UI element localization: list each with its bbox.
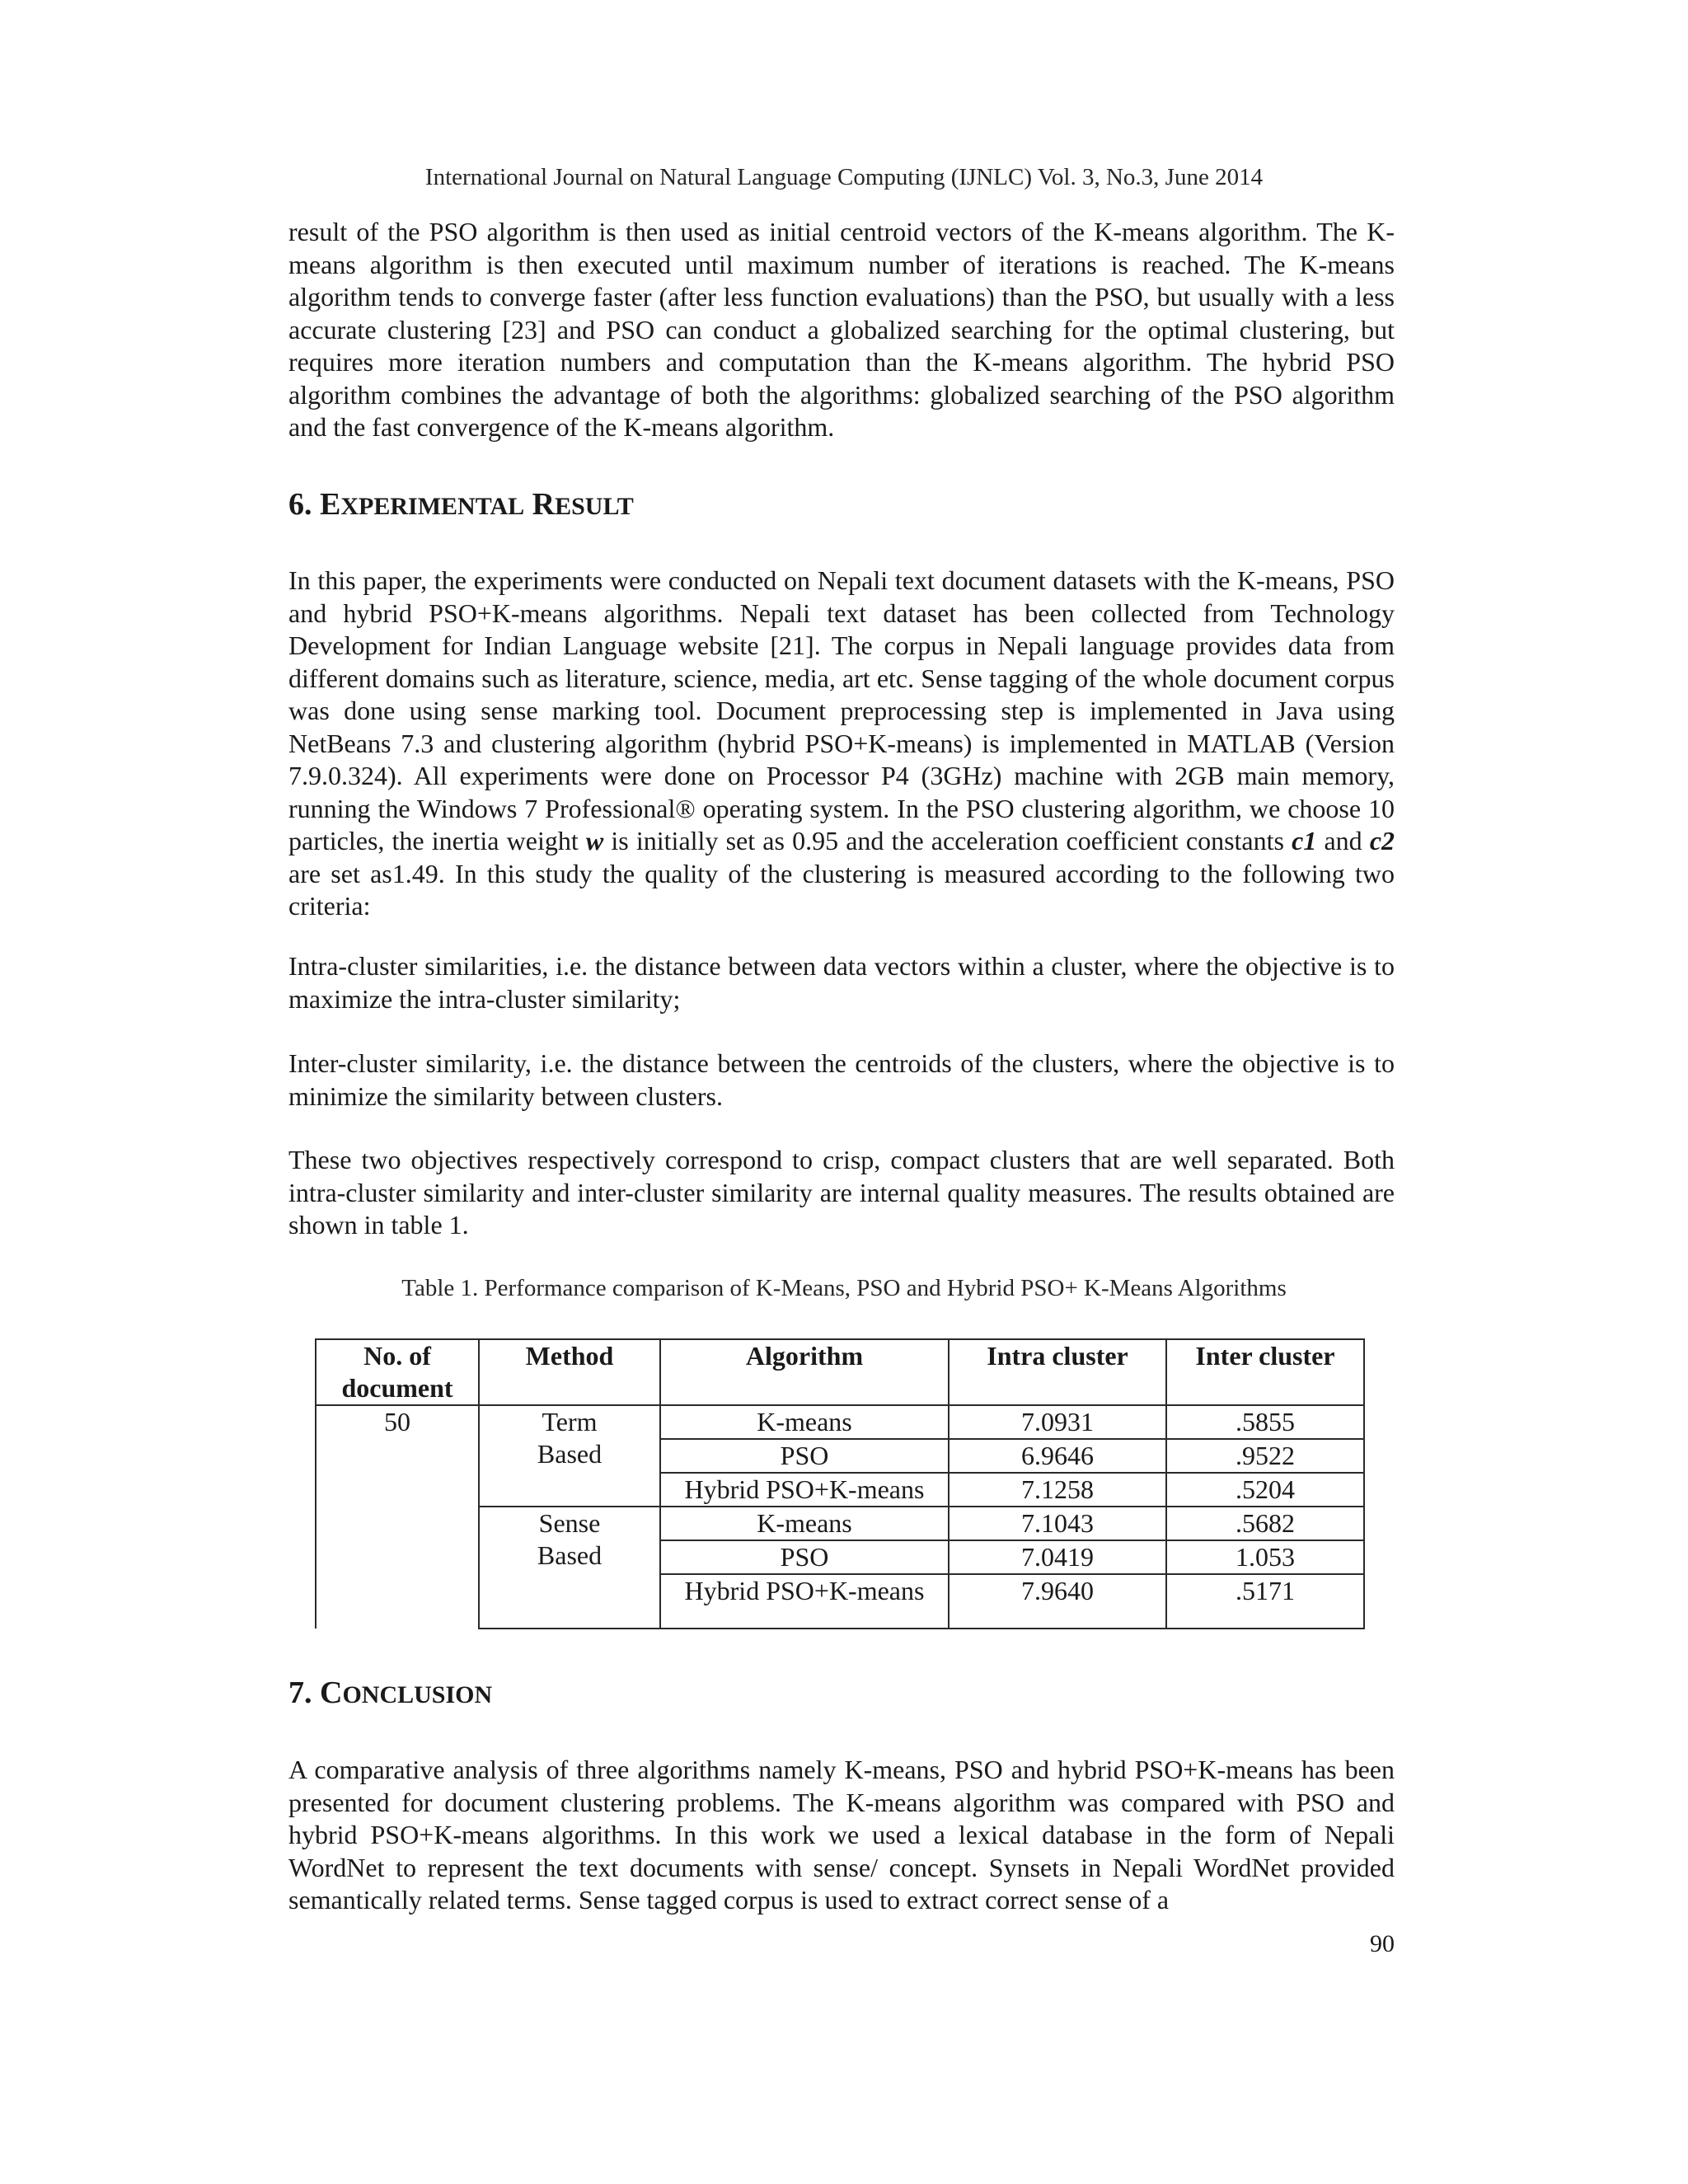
table-caption: Table 1. Performance comparison of K-Means, PSO and Hybrid PSO+ K-Means Algorithms (401, 1275, 1287, 1301)
intra-cell: 7.0931 (949, 1405, 1166, 1439)
header-inter-cluster: Inter cluster (1166, 1339, 1364, 1405)
method-term-line2: Based (537, 1439, 603, 1469)
intra-cell: 6.9646 (949, 1439, 1166, 1473)
header-intra-cluster: Intra cluster (949, 1339, 1166, 1405)
section-7-title: CONCLUSION (320, 1675, 493, 1710)
method-sense-line1: Sense (538, 1508, 601, 1538)
method-sense-line2: Based (537, 1540, 603, 1570)
inter-cell: .9522 (1166, 1439, 1364, 1473)
algorithm-cell: K-means (660, 1507, 949, 1540)
algorithm-cell: Hybrid PSO+K-means (660, 1574, 949, 1629)
header-method: Method (479, 1339, 660, 1405)
section-6-heading (288, 486, 634, 525)
section-6-number: 6. (288, 487, 312, 522)
section-7-heading (288, 1675, 492, 1713)
section-7-paragraph-1 (288, 1754, 1395, 1917)
section-6-title: EXPERIMENTAL RESULT (320, 487, 634, 522)
section-6-paragraph-1 (288, 565, 1395, 923)
method-term-based (479, 1405, 660, 1507)
inter-cell: 1.053 (1166, 1540, 1364, 1574)
section-6-p2: Intra-cluster similarities, i.e. the distance between data vectors within a cluster, where the objective is to maximize the intra-cluster similarity; (288, 951, 1395, 1014)
intra-cell: 7.0419 (949, 1540, 1166, 1574)
method-sense-based (479, 1507, 660, 1629)
results-table (315, 1338, 1365, 1629)
section-7-number: 7. (288, 1675, 312, 1710)
algorithm-cell: PSO (660, 1439, 949, 1473)
journal-header: International Journal on Natural Language Computing (IJNLC) Vol. 3, No.3, June 2014 (424, 164, 1264, 190)
section-6-p1: In this paper, the experiments were conducted on Nepali text document datasets with the K-means, PSO and hybrid PSO+K-means algorithms. Nepali text dataset has been collected from Technology Development for Indian Language website [21]. The corpus in Nepali language provides data from different domains such as literature, science, media, art etc. Sense tagging of the whole document corpus was done using sense marking tool. Document preprocessing step is implemented in Java using NetBeans 7.3 and clustering algorithm (hybrid PSO+K-means) is implemented in MATLAB (Version 7.9.0.324). All experiments were done on Processor P4 (3GHz) machine with 2GB main memory, running the Windows 7 Professional® operating system. In the PSO clustering algorithm, we choose 10 particles, the inertia weight w is initially set as 0.95 and the acceleration coefficient constants c1 and c2 are set as1.49. In this study the quality of the clustering is measured according to the following two criteria: (288, 565, 1395, 921)
section-6-p4: These two objectives respectively correspond to crisp, compact clusters that are well separated. Both intra-cluster similarity and inter-cluster similarity are internal quality measures. The results obtained are shown in table 1. (288, 1145, 1395, 1240)
table-row (316, 1405, 1364, 1439)
page-number: 90 (1370, 1930, 1395, 1957)
header-algorithm: Algorithm (660, 1339, 949, 1405)
method-term-line1: Term (542, 1407, 598, 1436)
algorithm-cell: PSO (660, 1540, 949, 1574)
intro-text: result of the PSO algorithm is then used as initial centroid vectors of the K-means algorithm. The K-means algorithm is then executed until maximum number of iterations is reached. The K-means algorithm tends to converge faster (after less function evaluations) than the PSO, but usually with a less accurate clustering [23] and PSO can conduct a globalized searching for the optimal clustering, but requires more iteration numbers and computation than the K-means algorithm. The hybrid PSO algorithm combines the advantage of both the algorithms: globalized searching of the PSO algorithm and the fast convergence of the K-means algorithm. (288, 217, 1395, 442)
algorithm-cell: Hybrid PSO+K-means (660, 1473, 949, 1507)
section-6-paragraph-2 (288, 950, 1395, 1015)
inter-cell: .5204 (1166, 1473, 1364, 1507)
algorithm-cell: K-means (660, 1405, 949, 1439)
section-6-paragraph-3 (288, 1047, 1395, 1113)
table-header-row (316, 1339, 1364, 1405)
section-7-p1: A comparative analysis of three algorithms namely K-means, PSO and hybrid PSO+K-means has been presented for document clustering problems. The K-means algorithm was compared with PSO and hybrid PSO+K-means algorithms. In this work we used a lexical database in the form of Nepali WordNet to represent the text documents with sense/ concept. Synsets in Nepali WordNet provided semantically related terms. Sense tagged corpus is used to extract correct sense of a (288, 1755, 1395, 1915)
intra-cell: 7.1043 (949, 1507, 1166, 1540)
section-6-p3: Inter-cluster similarity, i.e. the distance between the centroids of the clusters, where the objective is to minimize the similarity between clusters. (288, 1048, 1395, 1111)
intra-cell: 7.9640 (949, 1574, 1166, 1629)
intra-cell: 7.1258 (949, 1473, 1166, 1507)
intro-paragraph (288, 216, 1395, 444)
inter-cell: .5682 (1166, 1507, 1364, 1540)
doc-count-cell: 50 (316, 1405, 479, 1629)
header-doc-count: No. of document (316, 1339, 479, 1405)
section-6-paragraph-4 (288, 1144, 1395, 1242)
inter-cell: .5855 (1166, 1405, 1364, 1439)
inter-cell: .5171 (1166, 1574, 1364, 1629)
